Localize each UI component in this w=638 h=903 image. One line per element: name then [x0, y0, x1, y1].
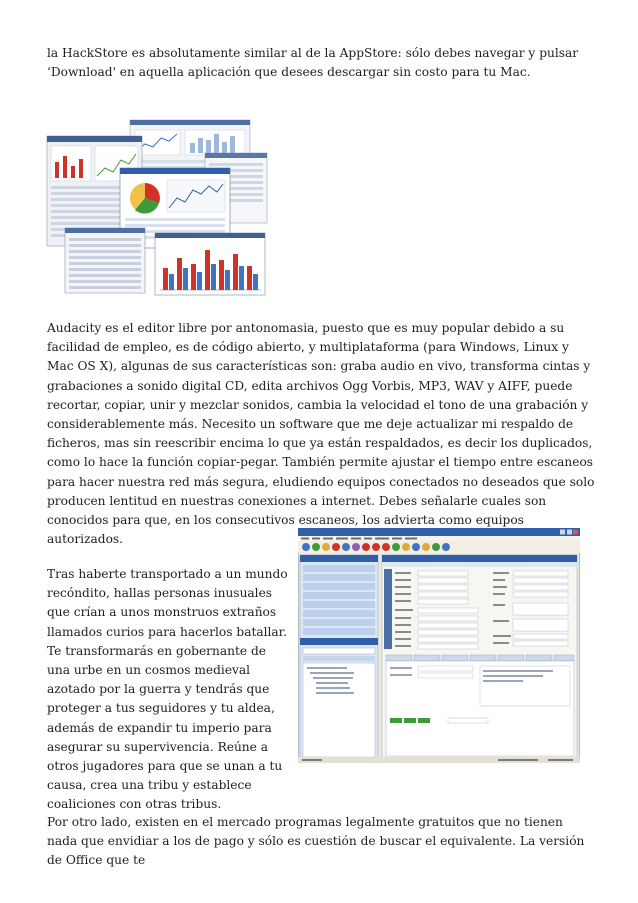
paragraph-curios-game: Tras haberte transportado a un mundo recóndito, hallas personas inusuales que crían a unos monstruos extraños llamados curios para hacerlos batallar. Te transformarás en gobernante de una urbe en un cosmos medieval azotado por la guerra y tendrás que proteger a tus seguidores y tu aldea, además de expandir tu imperio para asegurar su supervivencia. Reúne a otros jugadores para que se unan a tu causa, crea una tribu y establece coaliciones con otras tribus. [47, 567, 288, 812]
crm-quick-search [300, 638, 378, 645]
crm-toolbar-icons [302, 543, 450, 551]
crm-title-bar [298, 528, 580, 536]
window-bottom-left [65, 228, 145, 293]
dashboard-screenshots-collage [45, 118, 270, 298]
window-bottom-right [155, 233, 265, 295]
paragraph-hackstore: la HackStore es absolutamente similar al de la AppStore: sólo debes navegar y pulsar ‘Download' en aquella aplicación que desees descargar sin costo para tu Mac. [47, 46, 579, 80]
paragraph-audacity: Audacity es el editor libre por antonomasia, puesto que es muy popular debido a su facilidad de empleo, es de código abierto, y multiplataforma (para Windows, Linux y Mac OS X), algunas de sus características son: graba audio en vivo, transforma cintas y grabaciones a sonido digital CD, edita archivos Ogg Vorbis, MP3, WAV y AIFF, puede recortar, copiar, unir y mezclar sonidos, cambia la velocidad el tono de una grabación y considerablemente más. Necesito un software que me deje actualizar mi respaldo de ficheros, mas sin reescribir encima lo que ya están respaldados, es decir los duplicados, como lo hace la función copiar-pegar. También permite ajustar el tiempo entre escaneos para hacer nuestra red más segura, eludiendo equipos conectados no deseados que solo producen lentitud en nuestras conexiones a internet. Debes señalarle cuales son conocidos para que, en los consecutivos escaneos, los advierta como equipos autorizados. [47, 321, 595, 547]
crm-contact-screenshot [298, 528, 580, 763]
paragraph-free-software: Por otro lado, existen en el mercado programas legalmente gratuitos que no tienen nada que envidiar a los de pago y sólo es cuestión de buscar el equivalente. La versión de Office que te [47, 815, 585, 868]
